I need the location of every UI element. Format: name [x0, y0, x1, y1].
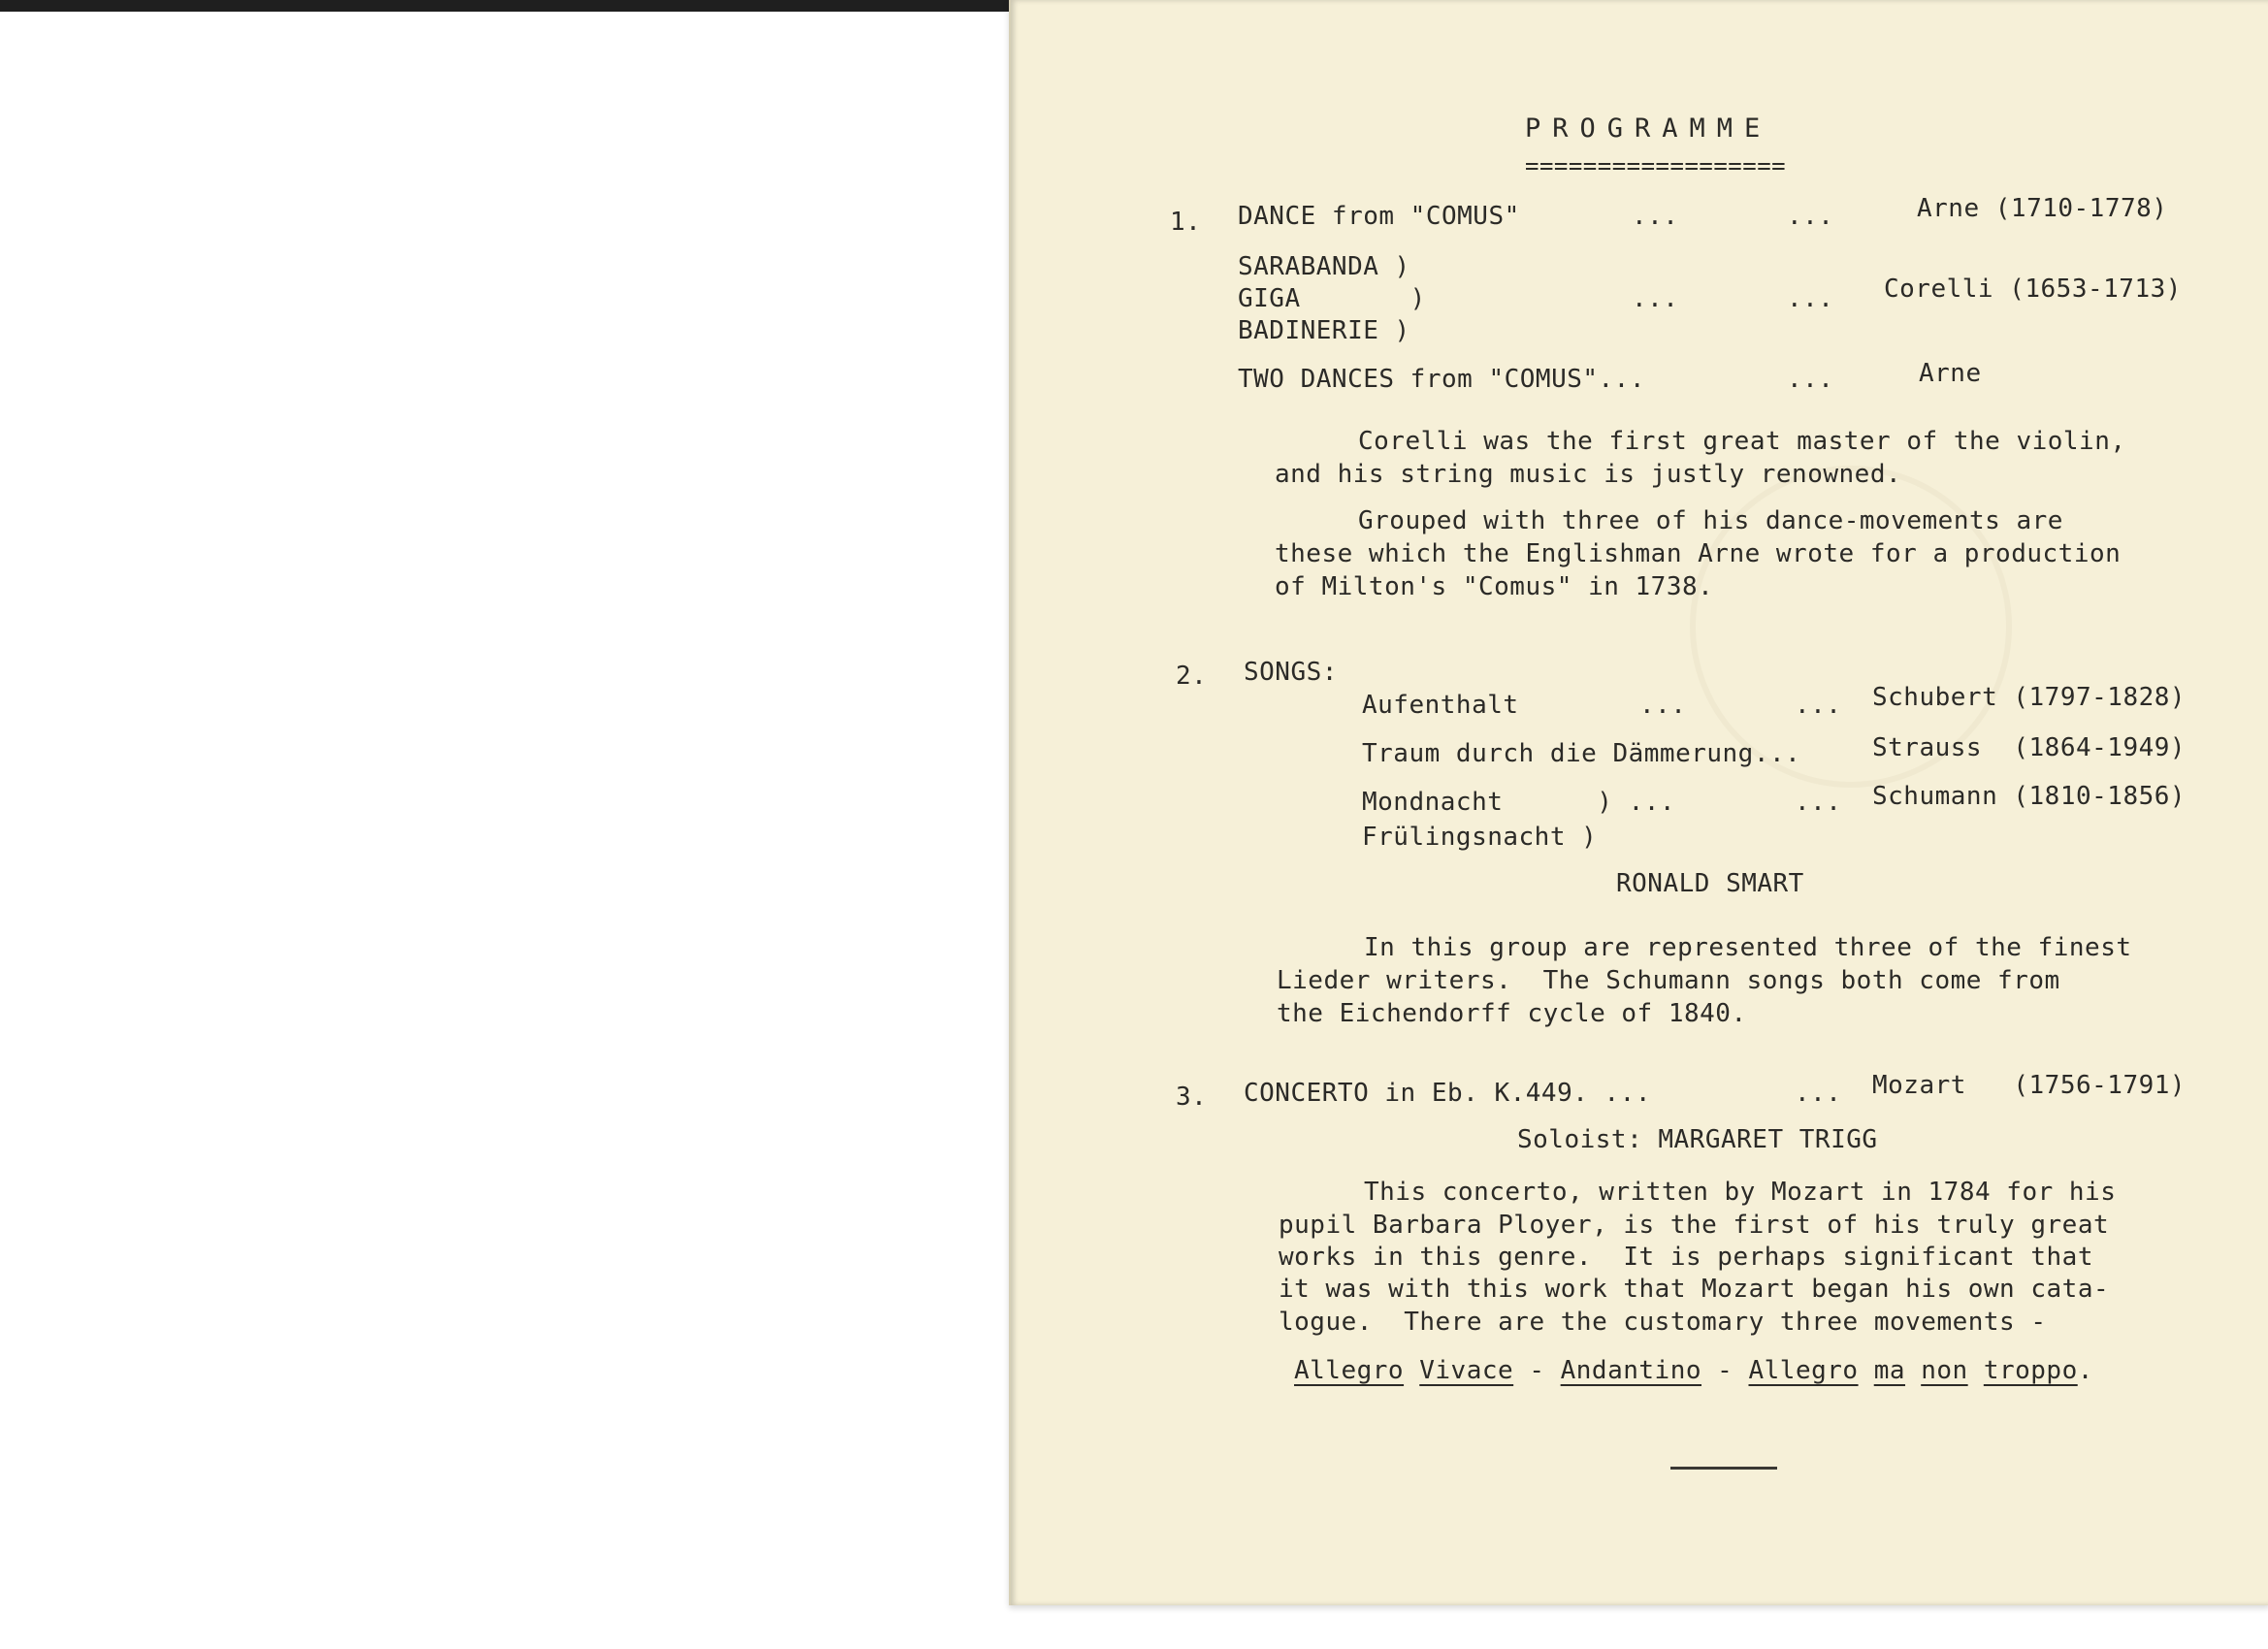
item-number: 1.	[1170, 208, 1202, 237]
programme-note: Corelli was the first great master of the violin,	[1358, 427, 2126, 456]
movement-word: Vivace	[1419, 1356, 1514, 1385]
piece-title: TWO DANCES from "COMUS"...	[1238, 365, 1645, 394]
programme-note: This concerto, written by Mozart in 1784 for his	[1364, 1178, 2117, 1207]
scan-top-edge	[0, 0, 1019, 12]
item-number: 2.	[1176, 662, 1208, 691]
composer: Mozart (1756-1791)	[1872, 1071, 2187, 1100]
movements-line: Allegro Vivace - Andantino - Allegro ma non troppo.	[1294, 1356, 2093, 1385]
leader-dots: ...	[1787, 365, 1834, 394]
composer: Strauss (1864-1949)	[1872, 733, 2187, 762]
programme-note: and his string music is justly renowned.	[1275, 460, 1902, 489]
composer: Arne (1710-1778)	[1917, 194, 2168, 223]
title-rule: ==================	[1525, 152, 1787, 179]
movement-word: Allegro	[1294, 1356, 1405, 1385]
programme-note: In this group are represented three of the finest	[1364, 933, 2132, 962]
programme-note: the Eichendorff cycle of 1840.	[1277, 999, 1747, 1028]
movement-separator: -	[1529, 1356, 1545, 1385]
programme-sheet	[1009, 0, 2268, 1605]
section-heading: SONGS:	[1244, 658, 1338, 687]
composer: Schubert (1797-1828)	[1872, 683, 2187, 712]
composer: Arne	[1919, 359, 1982, 388]
programme-note: Lieder writers. The Schumann songs both come from	[1277, 966, 2060, 995]
leader-dots: ...	[1632, 202, 1679, 231]
leader-dots: ...	[1795, 1079, 1842, 1108]
programme-note: Grouped with three of his dance-movements are	[1358, 506, 2063, 535]
piece-title: BADINERIE )	[1238, 316, 1410, 345]
piece-title: GIGA )	[1238, 284, 1426, 313]
song-title: Traum durch die Dämmerung...	[1362, 739, 1801, 768]
page-title: PROGRAMME	[1525, 113, 1772, 144]
piece-title: CONCERTO in Eb. K.449. ...	[1244, 1079, 1651, 1108]
leader-dots: ...	[1787, 284, 1834, 313]
movement-word: Allegro	[1748, 1356, 1859, 1385]
leader-dots: ...	[1795, 691, 1842, 720]
leader-dots: ...	[1795, 788, 1842, 817]
leader-dots: ...	[1632, 284, 1679, 313]
programme-note: works in this genre. It is perhaps significant that	[1279, 1243, 2093, 1272]
programme-note: of Milton's "Comus" in 1738.	[1275, 572, 1714, 601]
movement-word: Andantino	[1560, 1356, 1702, 1385]
song-title: Frülingsnacht )	[1362, 823, 1598, 852]
programme-note: it was with this work that Mozart began his own cata-	[1279, 1275, 2110, 1304]
composer: Corelli (1653-1713)	[1884, 275, 2182, 304]
piece-title: DANCE from "COMUS"	[1238, 202, 1520, 231]
piece-title: SARABANDA )	[1238, 252, 1410, 281]
programme-note: logue. There are the customary three movements -	[1279, 1308, 2047, 1337]
leader-dots: ...	[1639, 691, 1687, 720]
movement-word: ma	[1873, 1356, 1906, 1385]
programme-note: pupil Barbara Ployer, is the first of his truly great	[1279, 1211, 2110, 1240]
movement-word: troppo	[1983, 1356, 2078, 1385]
performer-name: RONALD SMART	[1616, 869, 1804, 898]
item-number: 3.	[1176, 1083, 1208, 1112]
closing-rule	[1670, 1467, 1777, 1470]
programme-note: these which the Englishman Arne wrote for a production	[1275, 539, 2122, 568]
leader-dots: ...	[1787, 202, 1834, 231]
song-title: Aufenthalt	[1362, 691, 1519, 720]
song-title: Mondnacht ) ...	[1362, 788, 1676, 817]
movement-separator: -	[1717, 1356, 1733, 1385]
soloist-line: Soloist: MARGARET TRIGG	[1517, 1125, 1878, 1154]
movement-word: non	[1921, 1356, 1968, 1385]
composer: Schumann (1810-1856)	[1872, 782, 2187, 811]
